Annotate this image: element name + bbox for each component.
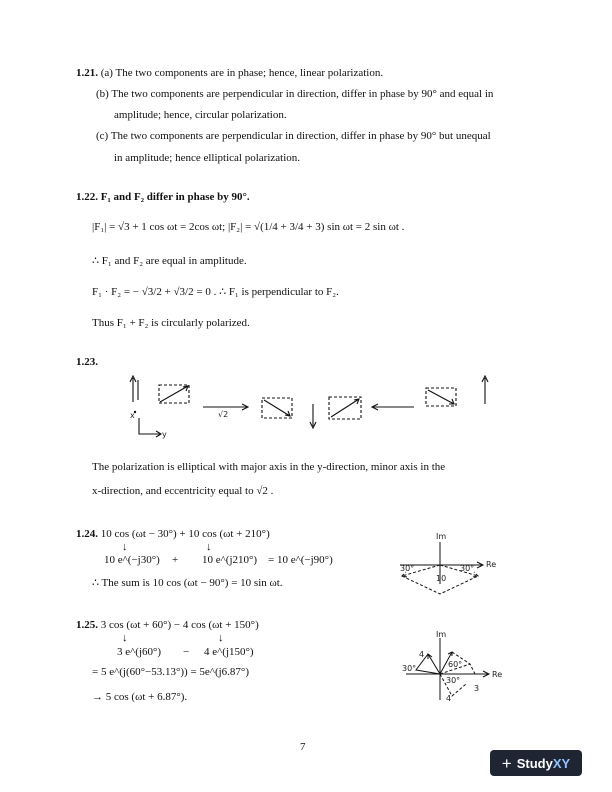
page-number: 7	[300, 741, 306, 753]
angle-label-right: 30°	[460, 564, 475, 573]
phasor-2: 10 e^(j210°)	[202, 554, 258, 566]
brand-name: StudyXY	[516, 755, 571, 771]
expression: 10 cos (ωt − 30°) + 10 cos (ωt + 210°)	[100, 528, 270, 540]
problem-number: 1.21.	[76, 67, 98, 79]
y-axis-label: y	[162, 430, 167, 439]
phasor-1: 3 e^(j60°)	[117, 646, 162, 658]
result-line: → 5 cos (ωt + 6.87°).	[92, 691, 188, 703]
magnitude-3-label: 3	[474, 684, 480, 693]
plus-sign: +	[172, 554, 179, 566]
expression: 3 cos (ωt + 60°) − 4 cos (ωt + 150°)	[100, 619, 259, 631]
phasor-result: = 10 e^(−j90°)	[268, 554, 333, 566]
arrow-label: √2	[218, 410, 229, 419]
dot-product-equation: F₁ · F₂ = − √3/2 + √3/2 = 0 . ∴ F₁ is perpendicular to F₂.	[92, 286, 339, 298]
angle-60-label: 60°	[448, 660, 463, 669]
problem-number: 1.24.	[76, 528, 98, 540]
problem-number-1-23: 1.23.	[76, 356, 98, 368]
re-label: Re	[492, 670, 503, 679]
part-c-line2: in amplitude; hence elliptical polarization.	[114, 152, 301, 164]
magnitude-label: 10	[436, 574, 447, 583]
statement-line: F₁ and F₂ differ in phase by 90°.	[100, 191, 250, 203]
down-mark-1: ↓	[122, 541, 128, 553]
polarization-description-1: The polarization is elliptical with major axis in the y-direction, minor axis in the	[92, 461, 446, 473]
im-label: Im	[436, 532, 447, 541]
phasor-equation: = 5 e^(j(60°−53.13°)) = 5e^(j6.87°)	[92, 666, 249, 678]
minus-sign: −	[183, 646, 190, 658]
part-b-line1: (b) The two components are perpendicular in direction, differ in phase by 90° and equal in	[96, 88, 494, 100]
part-c-line1: (c) The two components are perpendicular in direction, differ in phase by 90° but unequal	[96, 130, 491, 142]
equal-amplitude-line: ∴ F₁ and F₂ are equal in amplitude.	[92, 255, 247, 267]
down-mark-2: ↓	[206, 541, 212, 553]
sum-line: ∴ The sum is 10 cos (ωt − 90°) = 10 sin ωt.	[92, 577, 283, 589]
angle-label-left: 30°	[400, 564, 415, 573]
conclusion-line: Thus F₁ + F₂ is circularly polarized.	[92, 317, 250, 329]
x-axis-label: x	[130, 411, 135, 420]
phasor-1: 10 e^(−j30°)	[104, 554, 160, 566]
im-label: Im	[436, 630, 447, 639]
magnitude-4-label: 4	[419, 650, 425, 659]
studyxy-badge[interactable]	[490, 750, 582, 776]
phasor-2: 4 e^(j150°)	[204, 646, 254, 658]
angle-30-right-label: 30°	[446, 676, 461, 685]
problem-number: 1.22.	[76, 191, 98, 203]
plus-icon: +	[501, 753, 512, 773]
magnitude-equation: |F₁| = √3 + 1 cos ωt = 2cos ωt; |F₂| = √(1/4 + 3/4 + 3) sin ωt = 2 sin ωt .	[92, 221, 405, 233]
down-mark-1: ↓	[122, 632, 128, 644]
part-b-line2: amplitude; hence, circular polarization.	[114, 109, 287, 121]
part-a-text: (a) The two components are in phase; hence, linear polarization.	[100, 67, 384, 79]
magnitude-4-lower-label: 4	[446, 694, 452, 703]
angle-30-left-label: 30°	[402, 664, 417, 673]
re-label: Re	[486, 560, 497, 569]
polarization-description-2: x-direction, and eccentricity equal to √2 .	[92, 485, 274, 497]
problem-number: 1.25.	[76, 619, 98, 631]
down-mark-2: ↓	[218, 632, 224, 644]
